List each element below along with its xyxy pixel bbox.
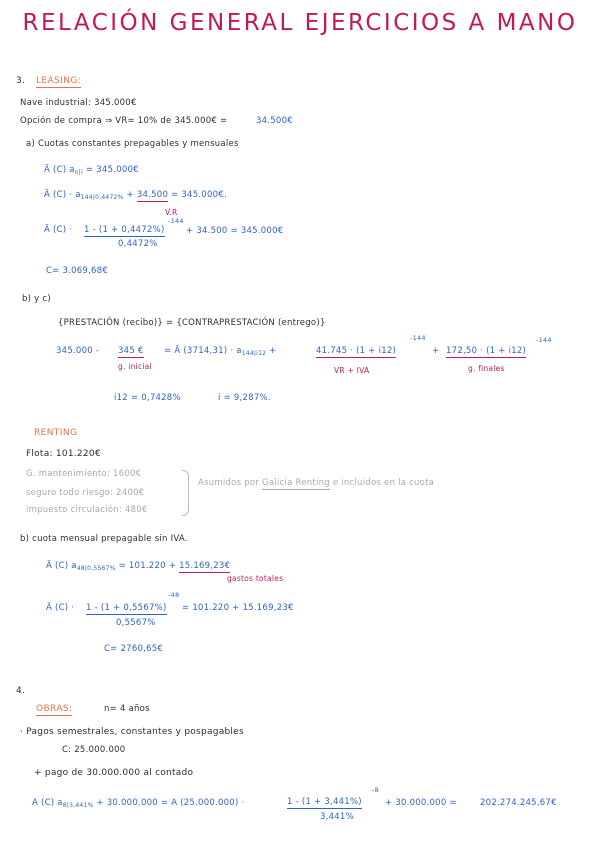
b-eq-main: = Ä $(3714,31) \cdot a_{144|i12}$ + [164,346,277,357]
leasing-result-c: C= 3.069,68€ [46,266,109,276]
page-title: RELACIÓN GENERAL EJERCICIOS A MANO [22,10,578,36]
impuesto-line: impuesto circulación: 480€ [26,505,148,515]
renting-eq2-numerator: 1 - (1 + 0,5567%) [86,603,167,613]
opcion-line: Opción de compra ⇒ VR= 10% de 345.000€ = [20,116,228,126]
leasing-eq3-rest: + 34.500 = 345.000€ [186,226,284,236]
obras-heading: OBRAS: [36,704,73,714]
obras-n: n= 4 años [104,704,150,714]
vr-amount: 34.500 [136,190,169,200]
opcion-value: 34.500€ [256,116,293,126]
obras-eq-result: 202.274.245,67€ [480,798,557,808]
obras-eq-rest: + 30.000.000 = [385,798,457,808]
renting-eq2-rest: = 101.220 + 15.169,23€ [182,603,294,613]
renting-eq1: Ä (C) $a_{48|0,5567\%} = 101.220$ + 15.169,23€ [46,561,231,572]
part-a-label: a) Cuotas constantes prepagables y mensuales [26,139,239,149]
note-g-finales: g. finales [468,364,505,373]
renting-heading: RENTING [34,428,78,438]
leasing-heading: LEASING: [36,76,82,86]
flota-line: Flota: 101.220€ [26,449,101,459]
gastos-totales-note: gastos totales [227,574,284,583]
b-lhs: 345.000 - [56,346,100,356]
b-plus: + [432,346,440,356]
section-number-3: 3. [16,76,26,86]
leasing-eq2: Ä $(C) \cdot a_{144|0,4472\%} + 34.500$ = 345.000€. [44,190,227,201]
leasing-eq3-prefix: Ä (C) · [44,225,73,235]
obras-eq-main: A (C) $a_{8|3,441\%} + 30.000.000 = A$ (25.000.000) · [32,798,245,809]
pagos-line: · Pagos semestrales, constantes y pospagables [20,727,244,737]
assumed-costs-brace [182,470,189,516]
leasing-eq3-numerator: 1 - (1 + 0,4472%) [84,225,165,235]
renting-eq2-denominator: 0,5567% [116,618,156,628]
seguro-line: seguro todo riesgo: 2400€ [26,488,145,498]
i12-result: i12 = 0,7428% [114,393,181,403]
obras-eq-numerator: 1 - (1 + 3,441%) [287,797,362,807]
b-term-vr-exp: -144 [410,334,426,342]
asumidos-note: Asumidos por Galicia Renting e incluidos en la cuota [198,478,435,488]
renting-b-label: b) cuota mensual prepagable sin IVA. [20,534,188,544]
section-number-4: 4. [16,686,26,696]
b-term-final-exp: -144 [536,336,552,344]
g-mantenimiento: G. mantenimiento: 1600€ [26,469,142,479]
obras-eq-denominator: 3,441% [320,812,354,822]
renting-eq2-prefix: Ä (C) · [46,603,75,613]
nave-line: Nave industrial: 345.000€ [20,98,137,108]
pago-contado-line: + pago de 30.000.000 al contado [34,768,194,778]
obras-eq-exponent: -8 [372,786,379,794]
vr-note: V.R [165,208,178,217]
part-bc-label: b) y c) [22,294,51,304]
b-lhs-initial: 345 € [118,346,144,356]
b-term-vr: 41.745 · (1 + i12) [316,346,397,356]
note-g-inicial: g. inicial [118,362,152,371]
leasing-eq1: Ä (C) $a_{n|i}$ = 345.000€ [44,165,139,176]
b-term-final: 172,50 · (1 + i12) [446,346,527,356]
renting-result-c: C= 2760,65€ [104,644,164,654]
note-vr-iva: VR + IVA [334,366,370,375]
prestacion-equation: {PRESTACIÓN (recibo)} = {CONTRAPRESTACIÓN (entrego)} [58,318,326,328]
i-annual-result: i = 9,287%. [218,393,271,403]
renting-eq2-exponent: -48 [168,591,180,599]
leasing-eq3-denominator: 0,4472% [118,239,158,249]
leasing-eq3-exponent: -144 [168,217,184,225]
obras-c-value: C: 25.000.000 [62,745,126,755]
